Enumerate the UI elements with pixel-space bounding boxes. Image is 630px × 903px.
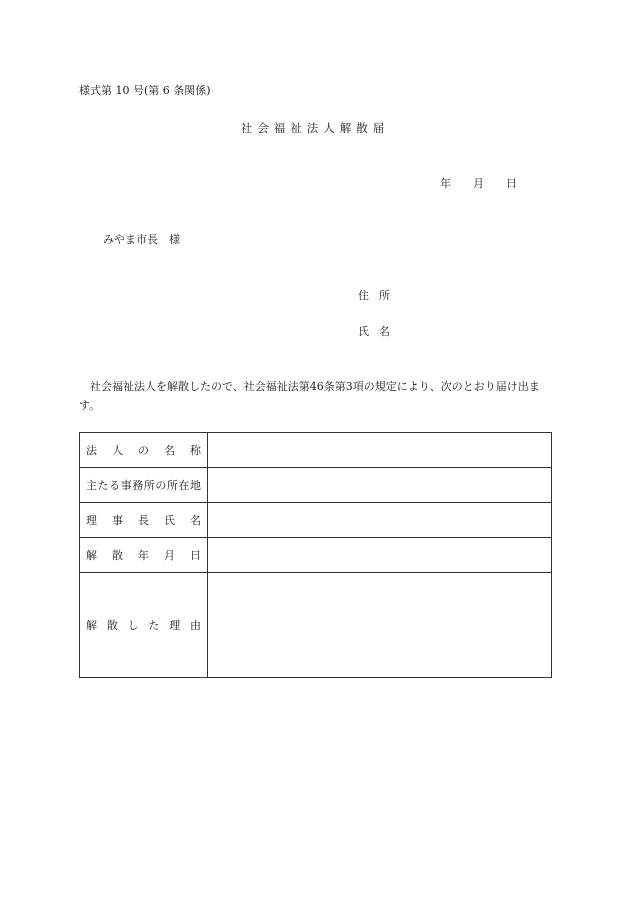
- table-row: [80, 503, 552, 538]
- row-label: [80, 433, 208, 468]
- table-row: [80, 468, 552, 503]
- row-label-text: 理事長氏名: [86, 514, 201, 527]
- date-line: [440, 175, 517, 191]
- addressee: みやま市長 様: [103, 233, 180, 246]
- date-day: 日: [506, 177, 517, 190]
- row-value[interactable]: [208, 538, 552, 573]
- row-value[interactable]: [208, 503, 552, 538]
- row-value[interactable]: [208, 573, 552, 678]
- table-row: [80, 433, 552, 468]
- row-value[interactable]: [208, 468, 552, 503]
- row-label-text: 主たる事務所の所在地: [86, 479, 201, 492]
- row-label: [80, 538, 208, 573]
- table-row: [80, 538, 552, 573]
- row-label: [80, 468, 208, 503]
- document-title: 社会福祉法人解散届: [240, 121, 390, 135]
- date-year: 年: [440, 177, 451, 190]
- row-value[interactable]: [208, 433, 552, 468]
- table-row: [80, 573, 552, 678]
- name-label: 氏名: [358, 325, 400, 338]
- row-label: [80, 503, 208, 538]
- row-label: [80, 573, 208, 678]
- form-number: 様式第 10 号(第 6 条関係): [79, 84, 211, 97]
- row-label-text: 解散した理由: [86, 619, 201, 632]
- date-month: 月: [473, 177, 484, 190]
- row-label-text: 法人の名称: [86, 444, 201, 457]
- row-label-text: 解散年月日: [86, 549, 201, 562]
- body-text: 社会福祉法人を解散したので、社会福祉法第46条第3項の規定により、次のとおり届け出ます。: [79, 380, 540, 412]
- info-table: [79, 432, 552, 678]
- address-label: 住所: [358, 289, 400, 302]
